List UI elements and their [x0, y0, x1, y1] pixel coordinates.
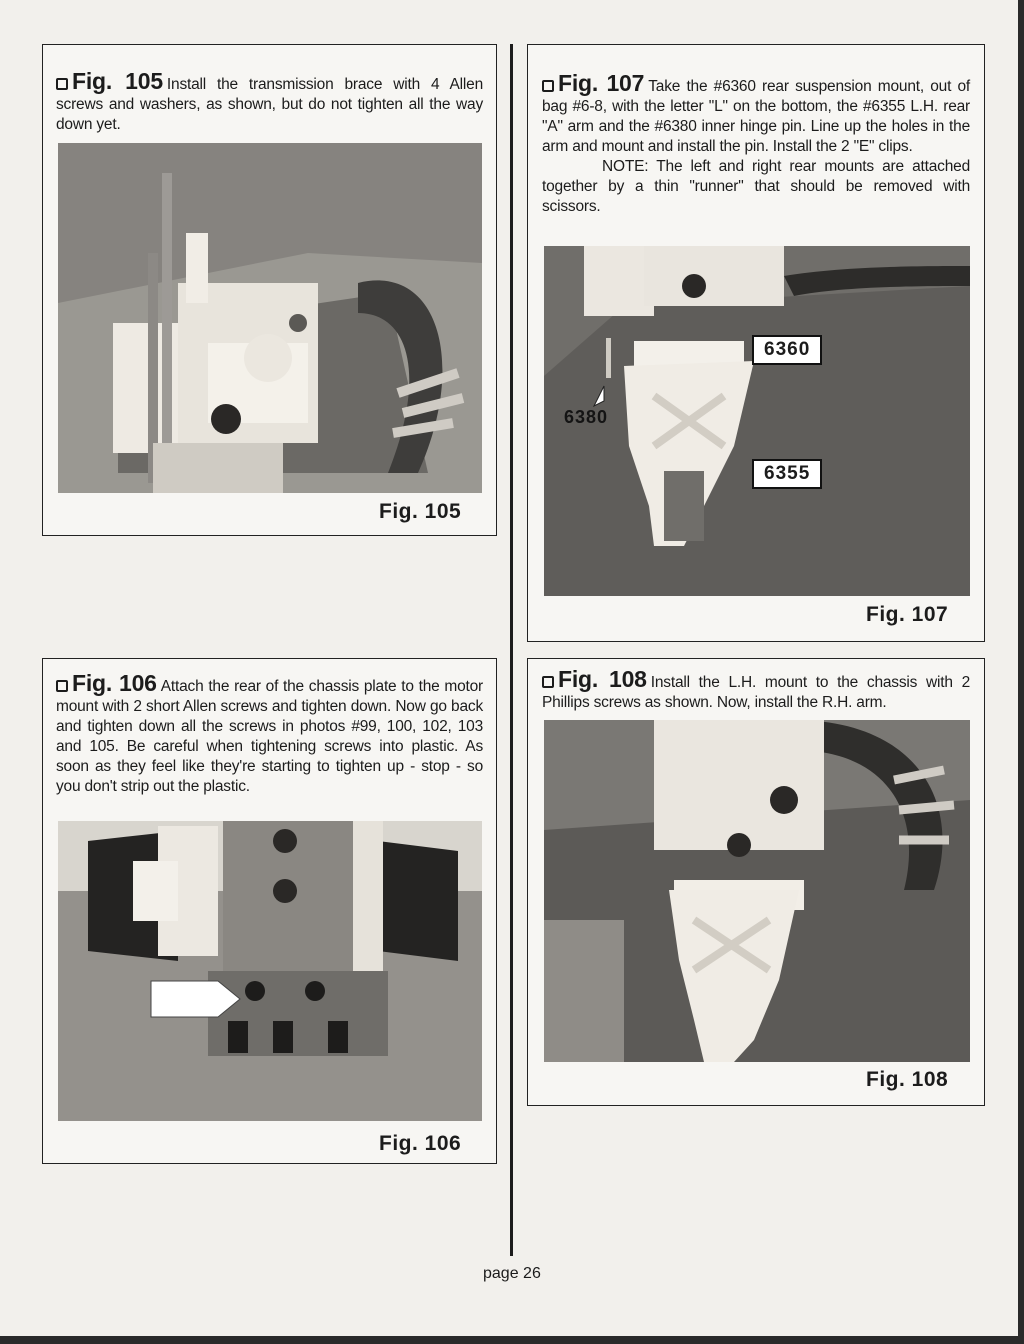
fig107-text: Take the #6360 rear suspension mount, out of bag #6-8, with the letter "L" on the bottom, the #6355 L.H. rear "A" arm and the #6380 inner hinge pin. Line up the holes in the arm and mount and install the pin. Install the 2 "E" clips. [542, 78, 970, 155]
checkbox-icon[interactable] [56, 680, 68, 692]
fig108-heading: Fig. 108 [558, 666, 647, 692]
fig107-label: Fig. 107 [866, 603, 949, 626]
fig106-label: Fig. 106 [379, 1132, 462, 1155]
page-number: page 26 [483, 1265, 541, 1282]
checkbox-icon[interactable] [542, 676, 554, 688]
fig105-text: Install the transmission brace with 4 Allen screws and washers, as shown, but do not tighten all the way down yet. [56, 76, 484, 133]
fig105-panel [42, 44, 497, 536]
fig106-panel [42, 658, 497, 1164]
fig107-panel [527, 44, 985, 642]
fig107-caption [542, 70, 970, 217]
fig107-heading: Fig. 107 [558, 70, 645, 96]
page-edge-shadow [1018, 0, 1024, 1344]
fig105-photo [58, 143, 482, 493]
fig106-heading: Fig. 106 [72, 670, 157, 696]
fig105-label: Fig. 105 [379, 500, 462, 523]
fig105-heading: Fig. 105 [72, 68, 163, 94]
checkbox-icon[interactable] [56, 78, 68, 90]
fig108-label: Fig. 108 [866, 1068, 949, 1091]
fig108-panel [527, 658, 985, 1106]
fig107-callout-pin: 6380 [564, 407, 609, 427]
fig106-caption [56, 670, 484, 797]
fig108-photo [544, 720, 970, 1062]
column-divider [510, 44, 513, 1256]
fig107-callout-mount: 6360 [752, 335, 822, 365]
fig107-callout-arm: 6355 [752, 459, 822, 489]
checkbox-icon[interactable] [542, 80, 554, 92]
fig107-note: NOTE: The left and right rear mounts are attached together by a thin "runner" that should be removed with scissors. [542, 158, 970, 215]
fig108-caption [542, 666, 970, 713]
page-bottom-shadow [0, 1336, 1024, 1344]
fig105-caption [56, 68, 484, 135]
fig106-text: Attach the rear of the chassis plate to the motor mount with 2 short Allen screws and tighten down. Now go back and tighten down all the screws in photos #99, 100, 102, 103 and 105. Be careful when tightening screws into plastic. As soon as they feel like they're starting to tighten up - stop - so you don't strip out the plastic. [56, 678, 484, 795]
fig106-photo [58, 821, 482, 1121]
fig108-text: Install the L.H. mount to the chassis with 2 Phillips screws as shown. Now, install the R.H. arm. [542, 674, 970, 711]
